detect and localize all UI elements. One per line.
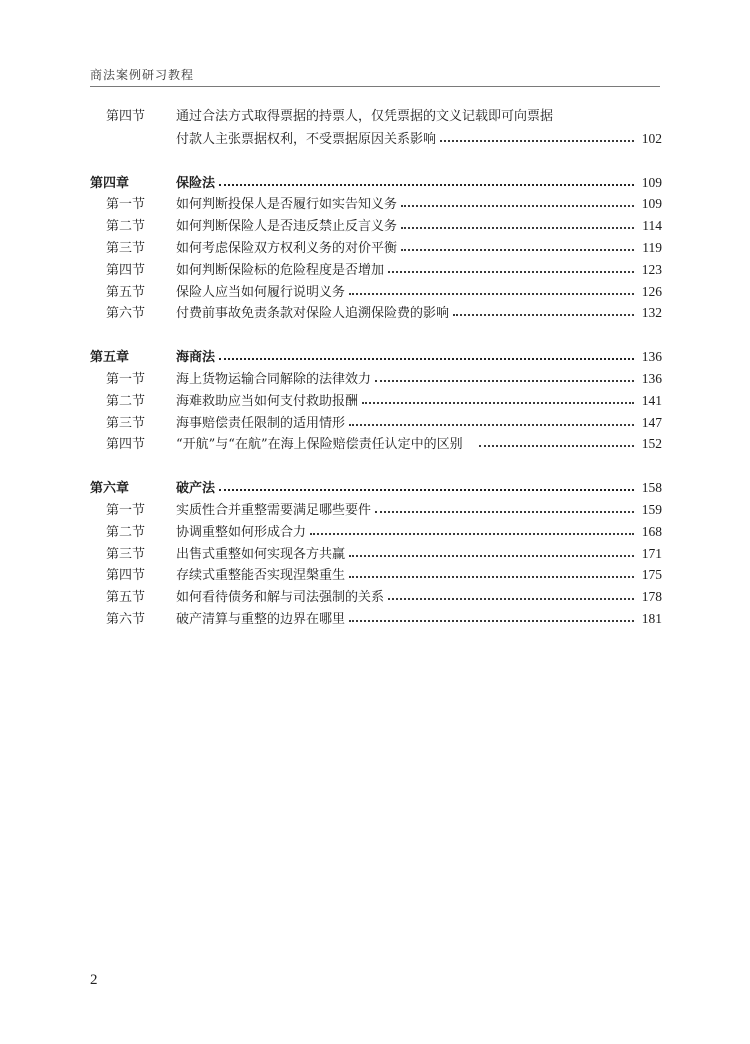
section-number: 第四节 [106, 262, 146, 278]
section-number: 第二节 [106, 393, 146, 409]
section-number: 第二节 [106, 219, 146, 235]
chapter-number: 第六章 [90, 481, 130, 497]
dot-leader [219, 479, 634, 492]
section-title: 存续式重整能否实现涅槃重生 [176, 568, 346, 584]
dot-leader [401, 195, 634, 208]
section-title: 如何考虑保险双方权利义务的对价平衡 [176, 240, 398, 256]
section-title: 协调重整如何形成合力 [176, 524, 307, 540]
section-number: 第三节 [106, 240, 146, 256]
page-number: 168 [641, 523, 662, 539]
page-number: 159 [641, 501, 662, 517]
dot-leader [219, 174, 634, 187]
dot-leader [453, 304, 634, 317]
page-number: 136 [641, 370, 662, 386]
toc-section[interactable] [90, 586, 662, 608]
dot-leader [401, 217, 634, 230]
section-title: 海难救助应当如何支付救助报酬 [176, 393, 359, 409]
toc-section[interactable] [90, 215, 662, 237]
section-number: 第一节 [106, 502, 146, 518]
dot-leader [375, 370, 634, 383]
section-title-line1: 通过合法方式取得票据的持票人，仅凭票据的文义记载即可向票据 [176, 109, 554, 124]
chapter-title: 海商法 [176, 350, 216, 366]
dot-leader [349, 610, 634, 623]
dot-leader [349, 566, 634, 579]
toc-section[interactable] [90, 564, 662, 586]
section-number: 第三节 [106, 546, 146, 562]
section-number: 第一节 [106, 197, 146, 213]
page-number: 123 [641, 261, 662, 277]
toc-section[interactable] [90, 412, 662, 434]
running-head: 商法案例研习教程 [90, 68, 195, 82]
section-number: 第三节 [106, 415, 146, 431]
dot-leader [349, 283, 634, 296]
toc-section[interactable] [90, 368, 662, 390]
dot-leader [375, 501, 634, 514]
page-number: 114 [642, 218, 662, 234]
toc-section[interactable] [90, 499, 662, 521]
dot-leader [388, 588, 634, 601]
page-folio: 2 [90, 972, 98, 988]
page-number: 132 [641, 305, 662, 321]
section-number: 第五节 [106, 590, 146, 606]
page-number: 171 [641, 545, 662, 561]
page-number: 109 [641, 196, 662, 212]
chapter-title: 破产法 [176, 481, 216, 497]
page-number: 136 [641, 349, 662, 365]
dot-leader [349, 414, 634, 427]
chapter-title: 保险法 [176, 175, 216, 191]
dot-leader [388, 261, 634, 274]
section-title: 海事赔偿责任限制的适用情形 [176, 415, 346, 431]
page-number: 175 [641, 567, 662, 583]
page-number: 126 [641, 283, 662, 299]
page-number: 119 [642, 239, 662, 255]
toc-entry-carryover[interactable] [90, 106, 662, 128]
section-number: 第六节 [106, 611, 146, 627]
toc-section[interactable] [90, 543, 662, 565]
page-number: 147 [641, 414, 662, 430]
section-title: 如何看待债务和解与司法强制的关系 [176, 590, 385, 606]
section-title: 保险人应当如何履行说明义务 [176, 284, 346, 300]
table-of-contents [90, 106, 662, 630]
dot-leader [479, 435, 634, 448]
dot-leader [401, 239, 634, 252]
toc-section[interactable] [90, 433, 662, 455]
section-number: 第五节 [106, 284, 146, 300]
toc-section[interactable] [90, 281, 662, 303]
dot-leader [310, 523, 634, 536]
page-number: 141 [641, 392, 662, 408]
chapter-number: 第五章 [90, 350, 130, 366]
toc-section[interactable] [90, 237, 662, 259]
section-title: 如何判断投保人是否履行如实告知义务 [176, 197, 398, 213]
section-title: 如何判断保险标的危险程度是否增加 [176, 262, 385, 278]
dot-leader [219, 348, 634, 361]
toc-section[interactable] [90, 193, 662, 215]
page-number: 181 [641, 610, 662, 626]
toc-section[interactable] [90, 302, 662, 324]
section-title: 实质性合并重整需要满足哪些要件 [176, 502, 372, 518]
section-title-line2: 付款人主张票据权利，不受票据原因关系影响 [176, 131, 437, 147]
dot-leader [440, 130, 634, 143]
section-number: 第四节 [106, 109, 146, 124]
toc-chapter-4[interactable] [90, 172, 662, 194]
section-number: 第四节 [106, 568, 146, 584]
header-rule [90, 86, 660, 87]
section-title: 付费前事故免责条款对保险人追溯保险费的影响 [176, 306, 450, 322]
dot-leader [349, 545, 634, 558]
toc-section[interactable] [90, 390, 662, 412]
section-number: 第六节 [106, 306, 146, 322]
page-number: 158 [641, 480, 662, 496]
toc-chapter-5[interactable] [90, 346, 662, 368]
section-title: 出售式重整如何实现各方共赢 [176, 546, 346, 562]
toc-entry-carryover-cont[interactable] [90, 128, 662, 150]
section-title: 海上货物运输合同解除的法律效力 [176, 371, 372, 387]
section-title: 如何判断保险人是否违反禁止反言义务 [176, 219, 398, 235]
page-number: 152 [641, 436, 662, 452]
chapter-number: 第四章 [90, 175, 130, 191]
section-number: 第二节 [106, 524, 146, 540]
section-number: 第四节 [106, 437, 146, 453]
dot-leader [362, 392, 634, 405]
toc-chapter-6[interactable] [90, 477, 662, 499]
toc-section[interactable] [90, 608, 662, 630]
toc-section[interactable] [90, 259, 662, 281]
page-number: 178 [641, 589, 662, 605]
page-number: 102 [641, 130, 662, 146]
section-title: “开航”与“在航”在海上保险赔偿责任认定中的区别 [176, 437, 463, 453]
page-number: 109 [641, 174, 662, 190]
section-title: 破产清算与重整的边界在哪里 [176, 611, 346, 627]
section-number: 第一节 [106, 371, 146, 387]
toc-section[interactable] [90, 521, 662, 543]
